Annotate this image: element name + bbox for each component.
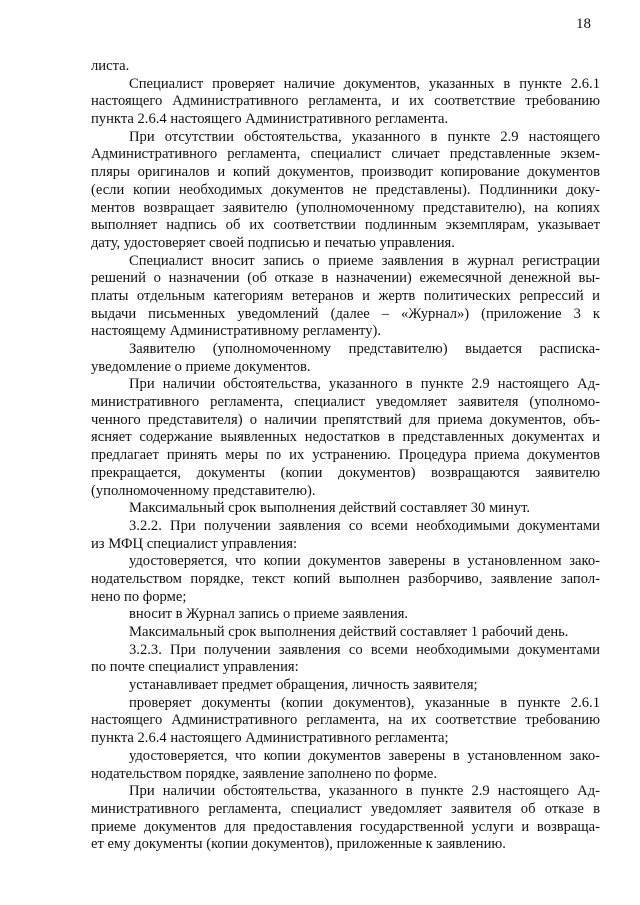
text-line: Максимальный срок выполнения действий составляет 1 рабочий день. <box>129 624 569 640</box>
text-line: министративного регламента, специалист уведомляет заявителя (уполномо- <box>91 394 600 411</box>
text-line: решений о назначении (об отказе в назначении) ежемесячной денежной вы- <box>91 270 600 287</box>
paragraph <box>91 253 600 341</box>
paragraph <box>91 376 600 500</box>
paragraph <box>91 624 600 642</box>
text-line: удостоверяется, что копии документов заверены в установленном зако- <box>129 553 600 570</box>
text-line: нено по форме; <box>91 588 187 605</box>
paragraph <box>91 518 600 553</box>
paragraph <box>91 341 600 376</box>
text-line: Специалист вносит запись о приеме заявления в журнал регистрации <box>129 252 600 269</box>
text-line: ясняет содержание выявленных недостатков в представленных документах и <box>91 429 600 446</box>
text-line: нодательством порядке, текст копий выполнен разборчиво, заявление запол- <box>91 570 600 587</box>
text-line: Специалист проверяет наличие документов, указанных в пункте 2.6.1 <box>129 75 600 92</box>
text-line: При наличии обстоятельства, указанного в пункте 2.9 настоящего Ад- <box>129 783 600 800</box>
text-line: вносит в Журнал запись о приеме заявления. <box>129 606 409 623</box>
text-line: дату, удостоверяет своей подписью и печатью управления. <box>91 234 455 251</box>
text-line: прекращается, документы (копии документов) возвращаются заявителю <box>91 464 600 481</box>
paragraph <box>91 58 600 76</box>
text-line: ментов возвращает заявителю (уполномоченному представителю), на копиях <box>91 199 600 216</box>
text-line: по почте специалист управления: <box>91 659 299 676</box>
text-line: устанавливает предмет обращения, личность заявителя; <box>129 677 478 694</box>
text-line: ченного представителя) о наличии препятствий для приема документов, объ- <box>91 411 600 428</box>
text-line: удостоверяется, что копии документов заверены в установленном зако- <box>129 747 600 764</box>
page-number: 18 <box>576 16 591 32</box>
text-line: пункта 2.6.4 настоящего Административного регламента. <box>91 111 449 128</box>
text-line: Заявителю (уполномоченному представителю) выдается расписка- <box>129 341 600 357</box>
text-line: из МФЦ специалист управления: <box>91 535 298 552</box>
text-line: нодательством порядке, заявление заполнено по форме. <box>91 765 437 782</box>
paragraph <box>91 695 600 748</box>
paragraph <box>91 76 600 129</box>
text-line: министративного регламента, специалист уведомляет заявителя об отказе в <box>91 800 600 817</box>
paragraph <box>91 553 600 606</box>
paragraph <box>91 500 600 518</box>
text-line: При наличии обстоятельства, указанного в пункте 2.9 настоящего Ад- <box>129 376 600 393</box>
text-line: 3.2.2. При получении заявления со всеми необходимыми документами <box>129 517 600 534</box>
text-line: настоящего Административного регламента, и их соответствие требованию <box>91 93 600 110</box>
text-line: выдачи письменных уведомлений (далее – «Журнал») (приложение 3 к <box>91 305 600 322</box>
text-line: выполняет надпись об их соответствии подлинным экземплярам, указывает <box>91 217 600 234</box>
text-line: ет ему документы (копии документов), приложенные к заявлению. <box>91 836 506 853</box>
text-line: пляры оригиналов и копий документов, производит копирование документов <box>91 164 600 181</box>
paragraph <box>91 129 600 253</box>
text-line: уведомление о приеме документов. <box>91 358 311 375</box>
body-text <box>91 58 600 854</box>
text-line: (уполномоченному представителю). <box>91 482 316 499</box>
text-line: листа. <box>91 58 130 74</box>
text-line: пункта 2.6.4 настоящего Административного регламента; <box>91 730 449 747</box>
text-line: предлагает принять меры по их устранению. Процедура приема документов <box>91 447 600 464</box>
text-line: При отсутствии обстоятельства, указанного в пункте 2.9 настоящего <box>129 128 600 145</box>
text-line: Максимальный срок выполнения действий составляет 30 минут. <box>129 500 531 517</box>
text-line: приеме документов для предоставления государственной услуги и возвраща- <box>91 818 600 835</box>
text-line: настоящего Административного регламента, на их соответствие требованию <box>91 712 600 729</box>
text-line: Административного регламента, специалист сличает представленные экзем- <box>91 146 600 163</box>
text-line: проверяет документы (копии документов), указанные в пункте 2.6.1 <box>129 694 600 711</box>
paragraph <box>91 783 600 854</box>
paragraph <box>91 748 600 783</box>
paragraph <box>91 606 600 624</box>
text-line: платы отдельным категориям ветеранов и жертв политических репрессий и <box>91 287 600 304</box>
text-line: настоящему Административному регламенту). <box>91 323 382 340</box>
paragraph <box>91 677 600 695</box>
text-line: 3.2.3. При получении заявления со всеми необходимыми документами <box>129 641 600 658</box>
paragraph <box>91 642 600 677</box>
text-line: (если копии необходимых документов не представлены). Подлинники доку- <box>91 181 600 198</box>
